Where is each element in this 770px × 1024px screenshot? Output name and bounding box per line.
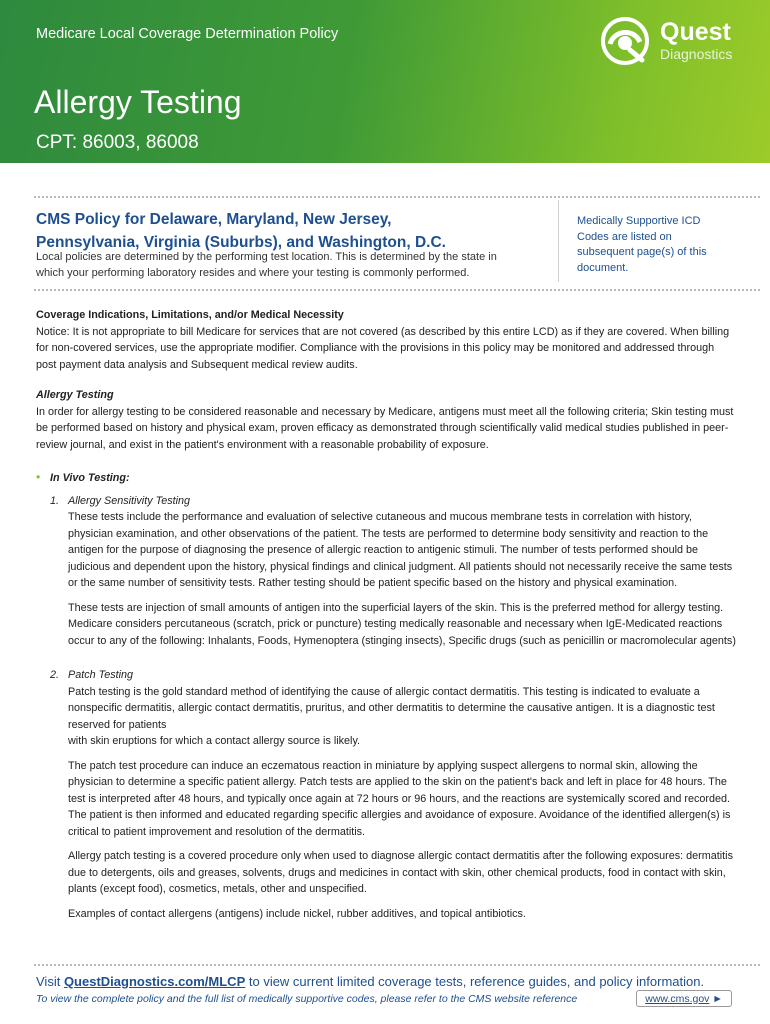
cms-website-button[interactable]: www.cms.gov ► (636, 990, 732, 1007)
coverage-heading: Coverage Indications, Limitations, and/or Medical Necessity (36, 309, 344, 321)
footer-note: To view the complete policy and the full list of medically supportive codes, please refer to the CMS website reference (36, 993, 578, 1005)
list-item: 1. Allergy Sensitivity Testing These tests include the performance and evaluation of selective cutaneous and mucous membrane tests in correlation with history, physician examination, and other observations of the patient. The tests are performed to determine body sensitivity and reaction to the antigen for the purpose of diagnosing the presence of allergic reaction to antigenic stimuli. The number of tests performed should be judicious and dependent upon the history, physical findings and clinical judgment. All patients should not necessarily receive the same tests or the same number of sensitivity tests. Rather testing should be patient specific based on the history and physical examination. These tests are injection of small amounts of antigen into the superficial layers of the skin. This is the preferred method for allergy testing. Medicare considers percutaneous (scratch, prick or puncture) testing medically reasonable and necessary when IgE-Medicated reactions occur to any of the following: Inhalants, Foods, Hymenoptera (stinging insects), Specific drugs (such as penicillin or macromolecular agents) (50, 493, 736, 650)
quest-logo-icon (600, 16, 650, 66)
page-title: Allergy Testing (34, 84, 242, 120)
item-paragraph: The patch test procedure can induce an eczematous reaction in miniature by applying suspect allergens to normal skin, allowing the physician to determine a specific patient allergy. Patch tests are applied to the skin on the patient's back and left in place for 48 hours. The test is interpreted after 48 hours, and typically once again at 72 hours or 96 hours, and the reactions are systemically scored and recorded. The patient is then informed and educated regarding specific allergies and avoidance of exposure. Avoidance of the identified allergen(s) is critical to patient improvement and resolution of the dermatitis. (68, 759, 731, 838)
cms-policy-title: CMS Policy for Delaware, Maryland, New Jersey, Pennsylvania, Virginia (Suburbs), and Washington, D.C. (36, 211, 446, 251)
cpt-codes: CPT: 86003, 86008 (36, 132, 199, 153)
quest-logo (600, 16, 760, 66)
logo-wordmark: Quest (660, 18, 731, 46)
item-title: Patch Testing (68, 669, 134, 681)
divider-footer (34, 964, 760, 966)
item-title: Allergy Sensitivity Testing (68, 494, 191, 507)
item-paragraph: These tests are injection of small amounts of antigen into the superficial layers of the skin. This is the preferred method for allergy testing. Medicare considers percutaneous (scratch, prick or puncture) testing medically reasonable and necessary when IgE-Medicated reactions occur to any of the following: Inhalants, Foods, Hymenoptera (stinging insects), Specific drugs (such as penicillin or macromolecular agents) (68, 601, 736, 647)
mlcp-link[interactable]: QuestDiagnostics.com/MLCP (63, 974, 246, 989)
allergy-testing-text: In order for allergy testing to be considered reasonable and necessary by Medicare, antigens must meet all the following criteria; Skin testing must be performed based on history and physical exam, proven efficacy as demonstrated through scientifically valid medical studies published in peer-review journal, and exist in the patient's environment with a reasonable probability of exposure. (36, 405, 734, 451)
item-paragraph: Allergy patch testing is a covered procedure only when used to diagnose allergic contact dermatitis after the following exposures: dermatitis due to detergents, oils and greases, solvents, drugs and medicines in contact with skin, other chemical products, food in contact with skin, plants (except food), cosmetics, metals, other and unspecified. (68, 850, 733, 895)
allergy-testing-heading: Allergy Testing (36, 389, 114, 401)
item-paragraph: with skin eruptions for which a contact allergy source is likely. (68, 735, 361, 747)
divider-top (34, 196, 760, 198)
item-paragraph: These tests include the performance and evaluation of selective cutaneous and mucous membrane tests in correlation with history, physician examination, and other observations of the patient. The tests are performed to determine body sensitivity and reaction to the antigen for the purpose of diagnosing the presence of allergic reaction to antigenic stimuli. The number of tests performed should be judicious and dependent upon the history, physical findings and clinical judgment. All patients should not necessarily receive the same tests or the same number of sensitivity tests. Rather testing should be patient specific based on the history and physical examination. (68, 511, 733, 589)
cms-policy-description: Local policies are determined by the performing test location. This is determined by the state in which your performing laboratory resides and where your testing is commonly performed. (36, 251, 497, 279)
policy-body (36, 307, 736, 922)
coverage-notice: Notice: It is not appropriate to bill Medicare for services that are not covered (as described by this entire LCD) as if they are covered. When billing for non-covered services, use the appropriate modifier. Compliance with the provisions in this policy may be monitored and addressed through post payment data analysis and Subsequent medical review audits. (36, 325, 730, 371)
vertical-divider (558, 200, 559, 282)
arrow-right-icon: ► (712, 992, 723, 1005)
item-paragraph: Patch testing is the gold standard method of identifying the cause of allergic contact dermatitis. This testing is indicated to evaluate a nonspecific dermatitis, allergic contact dermatitis, pruritus, and other dermatitis to determine the causative antigen. It is a diagnostic test reserved for patients (68, 685, 715, 731)
logo-subtext: Diagnostics (660, 46, 733, 62)
header-banner (0, 0, 770, 163)
in-vivo-heading: • In Vivo Testing: (36, 470, 130, 484)
divider-middle (34, 289, 760, 291)
policy-type-label: Medicare Local Coverage Determination Policy (36, 26, 339, 42)
icd-codes-note: Medically Supportive ICD Codes are listed on subsequent page(s) of this document. (577, 215, 707, 274)
item-paragraph: Examples of contact allergens (antigens) include nickel, rubber additives, and topical antibiotics. (68, 907, 526, 920)
bullet-icon: • (36, 470, 41, 484)
list-item: 2. Patch Testing Patch testing is the gold standard method of identifying the cause of allergic contact dermatitis. This testing is indicated to evaluate a nonspecific dermatitis, allergic contact dermatitis, pruritus, and other dermatitis to determine the causative antigen. It is a diagnostic test reserved for patients with skin eruptions for which a contact allergy source is likely. The patch test procedure can induce an eczematous reaction in miniature by applying suspect allergens to normal skin, allowing the physician to determine a specific patient allergy. Patch tests are applied to the skin on the patient's back and left in place for 48 hours. The test is interpreted after 48 hours, and typically once again at 72 hours or 96 hours, and the reactions are systemically scored and recorded. The patient is then informed and educated regarding specific allergies and avoidance of exposure. Avoidance of the identified allergen(s) is critical to patient improvement and resolution of the dermatitis. Allergy patch testing is a covered procedure only when used to diagnose allergic contact dermatitis after the following exposures: dermatitis due to detergents, oils and greases, solvents, drugs and medicines in contact with skin, other chemical products, food in contact with skin, plants (except food), cosmetics, metals, other and unspecified. Examples of contact allergens (antigens) include nickel, rubber additives, and topical antibiotics. (50, 667, 736, 922)
footer-visit-line: Visit QuestDiagnostics.com/MLCP to view current limited coverage tests, reference guides, and policy information. (36, 974, 705, 989)
